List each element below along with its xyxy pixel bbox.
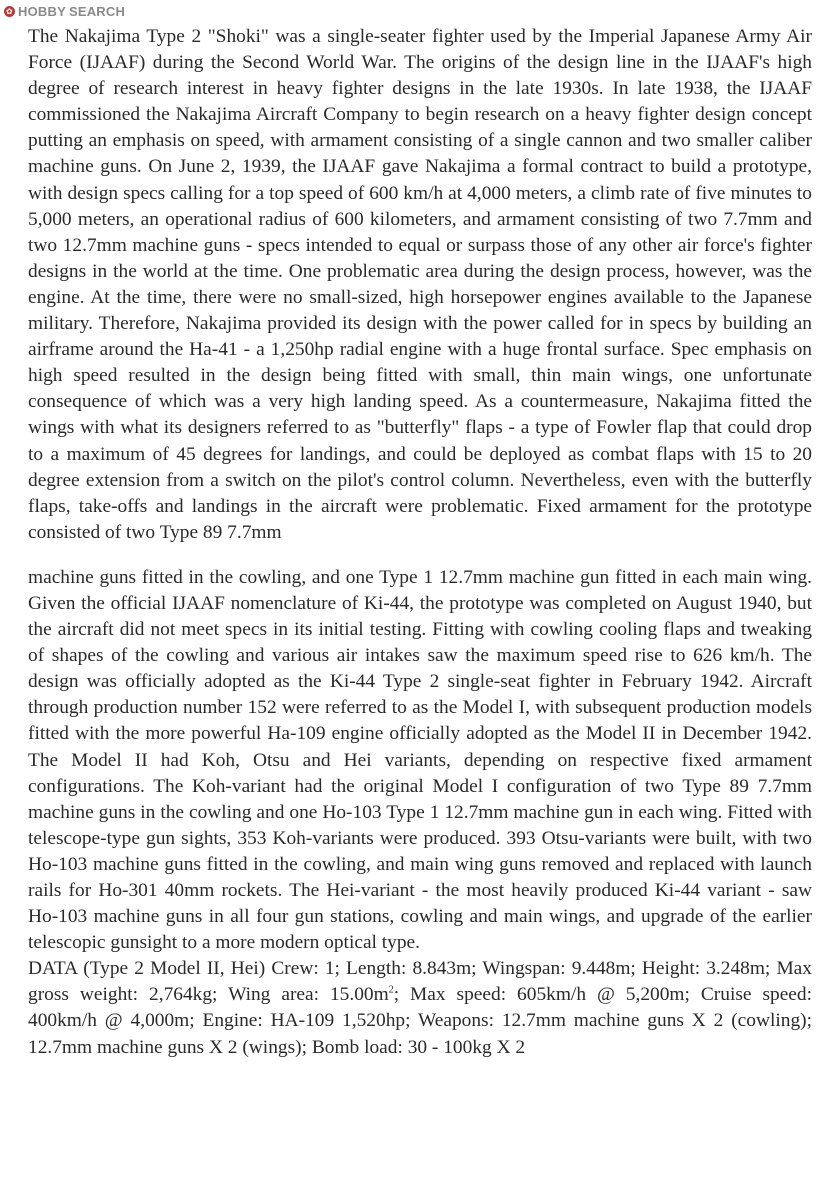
watermark-label: SEARCH [68, 4, 126, 19]
data-text-end: ; Max speed: 605km/h @ 5,200m; Cruise speed: 400km/h @ 4,000m; Engine: HA-109 1,520hp; Weapons: 12.7mm machine guns X 2 (cowling); 12.7mm machine guns X 2 (wings); Bomb load: 30 - 100kg X 2 [28, 984, 813, 1058]
superscript: 2 [388, 984, 394, 996]
hobby-search-watermark [4, 4, 125, 19]
paragraph-history: The Nakajima Type 2 "Shoki" was a single-seater fighter used by the Imperial Japanese Army Air Force (IJAAF) during the Second World War. The origins of the design line in the IJAAF's high degree of research interest in heavy fighter designs in the late 1930s. In late 1938, the IJAAF commissioned the Nakajima Aircraft Company to begin research on a heavy fighter design concept putting an emphasis on speed, with armament consisting of a single cannon and two smaller caliber machine guns. On June 2, 1939, the IJAAF gave Nakajima a formal contract to build a prototype, with design specs calling for a top speed of 600 km/h at 4,000 meters, a climb rate of five minutes to 5,000 meters, an operational radius of 600 kilometers, and armament consisting of two 7.7mm and two 12.7mm machine guns - specs intended to equal or surpass those of any other air force's fighter designs in the world at the time. One problematic area during the design process, however, was the engine. At the time, there were no small-sized, high horsepower engines available to the Japanese military. Therefore, Nakajima provided its design with the power called for in specs by building an airframe around the Ha-41 - a 1,250hp radial engine with a huge frontal surface. Spec emphasis on high speed resulted in the design being fitted with small, thin main wings, one unfortunate consequence of which was a very high landing speed. As a countermeasure, Nakajima fitted the wings with what its designers referred to as "butterfly" flaps - a type of Fowler flap that could drop to a maximum of 45 degrees for landings, and could be deployed as combat flaps with 15 to 20 degree extension from a switch on the pilot's control column. Nevertheless, even with the butterfly flaps, take-offs and landings in the aircraft were problematic. Fixed armament for the prototype consisted of two Type 89 7.7mm [28, 26, 812, 543]
specifications-data [28, 956, 812, 1060]
paragraph-production: machine guns fitted in the cowling, and one Type 1 12.7mm machine gun fitted in each main wing. Given the official IJAAF nomenclature of Ki-44, the prototype was completed on August 1940, but the aircraft did not meet specs in its initial testing. Fitting with cowling cooling flaps and tweaking of shapes of the cowling and various air intakes saw the maximum speed rise to 626 km/h. The design was officially adopted as the Ki-44 Type 2 single-seat fighter in February 1942. Aircraft through production number 152 were referred to as the Model I, with subsequent production models fitted with the more powerful Ha-109 engine officially adopted as the Model II in December 1942. The Model II had Koh, Otsu and Hei variants, depending on respective fixed armament configurations. The Koh-variant had the original Model I configuration of two Type 89 7.7mm machine guns in the cowling and one Ho-103 Type 1 12.7mm machine gun in each wing. Fitted with telescope-type gun sights, 353 Koh-variants were produced. 393 Otsu-variants were built, with two Ho-103 machine guns fitted in the cowling, and main wing guns removed and replaced with launch rails for Ho-301 40mm rockets. The Hei-variant - the most heavily produced Ki-44 variant - saw Ho-103 machine guns in all four gun stations, cowling and main wings, and upgrade of the earlier telescopic gunsight to a more modern optical type. [28, 566, 812, 954]
data-text-start: DATA (Type 2 Model II, Hei) Crew: 1; Length: 8.843m; Wingspan: 9.448m; Height: 3.248m; Max gross weight: 2,764kg; Wing area: 15.00m [28, 958, 812, 1006]
watermark-brand: HOBBY [18, 4, 66, 19]
logo-icon: ✿ [4, 6, 15, 17]
description-text [28, 24, 812, 1061]
